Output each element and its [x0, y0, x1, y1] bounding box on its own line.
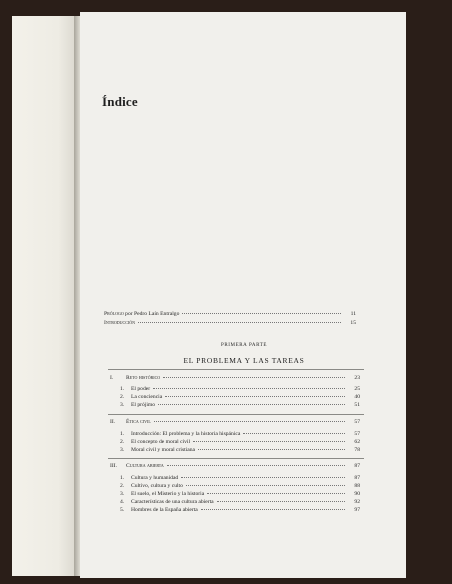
page-number: 87: [354, 475, 360, 481]
divider: [108, 369, 364, 370]
section-entry: [120, 439, 360, 446]
section-entry: [120, 475, 360, 482]
toc-entry-prologo: [104, 311, 356, 318]
dot-leader: [217, 501, 345, 502]
entry-label: Prólogo: [104, 311, 124, 317]
dot-leader: [153, 388, 345, 389]
page-number: 97: [354, 507, 360, 513]
section-number: 5.: [120, 507, 125, 513]
section-entry: [120, 507, 360, 514]
toc-entry-introduccion: [104, 320, 356, 327]
dot-leader: [158, 404, 345, 405]
section-entry: [120, 386, 360, 393]
page-number: 57: [354, 419, 360, 425]
page-number: 11: [350, 311, 356, 317]
page-number: 40: [354, 394, 360, 400]
page-number: 90: [354, 491, 360, 497]
dot-leader: [182, 313, 341, 314]
section-number: 1.: [120, 431, 125, 437]
divider: [108, 458, 364, 459]
entry-suffix: por Pedro Laín Entralgo: [123, 311, 180, 317]
dot-leader: [154, 421, 345, 422]
section-number: 4.: [120, 499, 125, 505]
chapter-heading: [110, 463, 360, 470]
dot-leader: [243, 433, 345, 434]
page-number: 92: [354, 499, 360, 505]
page-number: 57: [354, 431, 360, 437]
section-number: 2.: [120, 439, 125, 445]
page-number: 87: [354, 463, 360, 469]
dot-leader: [167, 465, 345, 466]
entry-label: Introducción: [104, 320, 135, 326]
dot-leader: [193, 441, 345, 442]
section-entry: [120, 447, 360, 454]
page-number: 51: [354, 402, 360, 408]
section-title: La conciencia: [131, 394, 163, 400]
chapter-numeral: II.: [110, 419, 116, 425]
dot-leader: [207, 493, 345, 494]
section-number: 3.: [120, 402, 125, 408]
section-title: El poder: [131, 386, 151, 392]
section-title: Hombres de la España abierta: [131, 507, 198, 513]
section-number: 2.: [120, 483, 125, 489]
dot-leader: [138, 322, 341, 323]
section-title: Introducción: El problema y la historia hispánica: [131, 431, 241, 437]
page-number: 23: [354, 375, 360, 381]
section-number: 1.: [120, 475, 125, 481]
dot-leader: [163, 377, 345, 378]
part-label: PRIMERA PARTE: [220, 343, 268, 348]
section-title: El suelo, el Misterio y la historia: [131, 491, 205, 497]
section-number: 3.: [120, 447, 125, 453]
dot-leader: [181, 477, 345, 478]
section-title: El prójimo: [131, 402, 156, 408]
section-number: 1.: [120, 386, 125, 392]
page-number: 15: [350, 320, 356, 326]
page-number: 78: [354, 447, 360, 453]
chapter-heading: [110, 375, 360, 382]
chapter-title: Cultura abierta: [126, 463, 164, 469]
dot-leader: [186, 485, 345, 486]
section-entry: [120, 491, 360, 498]
section-title: Cultura y humanidad: [131, 475, 179, 481]
section-entry: [120, 499, 360, 506]
page-number: 62: [354, 439, 360, 445]
divider: [108, 414, 364, 415]
section-number: 2.: [120, 394, 125, 400]
dot-leader: [198, 449, 345, 450]
chapter-title: Reto histórico: [126, 375, 161, 381]
part-title: EL PROBLEMA Y LAS TAREAS: [183, 356, 305, 365]
chapter-numeral: I.: [110, 375, 114, 381]
page-number: 88: [354, 483, 360, 489]
section-entry: [120, 402, 360, 409]
section-title: El concepto de moral civil: [131, 439, 191, 445]
section-entry: [120, 483, 360, 490]
section-title: Moral civil y moral cristiana: [131, 447, 195, 453]
left-page-edge: [12, 16, 78, 576]
page-number: 25: [354, 386, 360, 392]
section-entry: [120, 394, 360, 401]
dot-leader: [165, 396, 345, 397]
chapter-title: Ética civil: [126, 419, 151, 425]
section-title: Características de una cultura abierta: [131, 499, 214, 505]
dot-leader: [201, 509, 345, 510]
index-title: Índice: [102, 94, 138, 109]
section-title: Cultivo, cultura y culto: [131, 483, 183, 489]
chapter-numeral: III.: [110, 463, 117, 469]
chapter-heading: [110, 419, 360, 426]
section-number: 3.: [120, 491, 125, 497]
section-entry: [120, 431, 360, 438]
